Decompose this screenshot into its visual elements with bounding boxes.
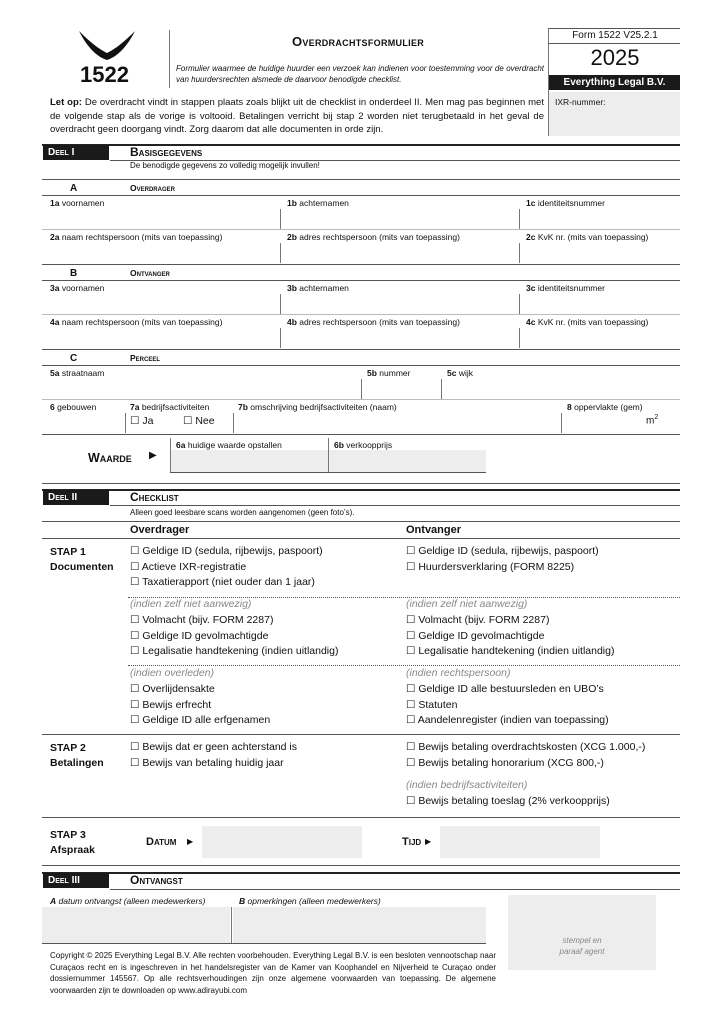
stap1-overdrager-volmacht-head: (indien zelf niet aanwezig) [130, 598, 252, 610]
checklist-item-label: Geldige ID gevolmachtigde [415, 629, 545, 642]
section-c-letter: C [70, 353, 78, 364]
field-2a-label: 2a naam rechtspersoon (mits van toepassing) [50, 232, 223, 242]
field-7b-label: 7b omschrijving bedrijfsactiviteiten (naam) [238, 402, 397, 412]
checkbox-icon[interactable]: ☐ [406, 795, 416, 807]
waarde-label: Waarde [88, 451, 132, 465]
checklist-item[interactable] [406, 644, 614, 660]
checklist-item-label: Bewijs betaling honorarium (XCG 800,-) [415, 756, 604, 769]
overdrager-rechtspersoon-adres-input[interactable] [283, 243, 519, 263]
overdrager-kvk-input[interactable] [522, 243, 678, 263]
field-5b-label: 5b nummer [367, 368, 411, 378]
notice-prefix: Let op: [50, 97, 82, 108]
ontvanger-achternamen-input[interactable] [283, 294, 519, 314]
checklist-item[interactable] [130, 560, 323, 576]
checklist-item[interactable] [130, 740, 297, 756]
field-6b-label: 6b verkoopprijs [334, 440, 393, 450]
deel2-tag: Deel II [43, 490, 109, 505]
form-number: 1522 [80, 62, 129, 87]
checklist-item-label: Bewijs dat er geen achterstand is [139, 741, 298, 753]
stap2-ontvanger-list [406, 740, 645, 771]
checklist-item[interactable] [130, 629, 338, 645]
checklist-item-label: Geldige ID (sedula, rijbewijs, paspoort) [415, 545, 599, 557]
huidige-waarde-input[interactable] [170, 450, 327, 472]
checklist-item-label: Bewijs betaling overdrachtskosten (XCG 1.000,-) [415, 741, 646, 753]
ontvanger-kvk-input[interactable] [522, 328, 678, 348]
form-description: Formulier waarmee de huidige huurder een verzoek kan indienen voor toestemming voor de overdracht van huurdersrechten alsmede de daarvoor benodigde checklist. [176, 64, 544, 84]
field-4c-label: 4c KvK nr. (mits van toepassing) [526, 317, 649, 327]
field-1a-label: 1a voornamen [50, 198, 105, 208]
checklist-item[interactable] [406, 544, 599, 560]
checklist-item[interactable] [406, 713, 609, 729]
overdrager-voornamen-input[interactable] [50, 209, 278, 229]
stamp-area [508, 895, 656, 970]
checkbox-icon[interactable]: ☐ [130, 576, 140, 588]
checkbox-icon: ☐ [130, 415, 140, 427]
checkbox-icon[interactable]: ☐ [130, 756, 140, 769]
form-version: Form 1522 V25.2.1 [572, 30, 658, 41]
datum-input[interactable] [202, 826, 362, 858]
overdrager-achternamen-input[interactable] [283, 209, 519, 229]
stap3-label: STAP 3 Afspraak [50, 829, 95, 856]
wijk-input[interactable] [444, 379, 678, 399]
checklist-item[interactable] [406, 794, 610, 810]
page-title: Overdrachtsformulier [291, 34, 425, 49]
gebouwen-input[interactable] [50, 413, 122, 433]
checkbox-icon: ☐ [183, 415, 193, 427]
checkbox-icon[interactable]: ☐ [406, 698, 416, 711]
field-2c-label: 2c KvK nr. (mits van toepassing) [526, 232, 649, 242]
arrow-right-icon: ▶ [187, 837, 194, 846]
field-a-label: A datum ontvangst (alleen medewerkers) [50, 896, 206, 906]
checklist-item[interactable] [130, 575, 323, 591]
checkbox-icon[interactable]: ☐ [130, 683, 140, 695]
checklist-item[interactable] [406, 613, 614, 629]
checkbox-icon[interactable]: ☐ [406, 629, 416, 642]
section-a-title: Overdrager [130, 183, 175, 193]
stap1-ontvanger-list [406, 544, 599, 575]
nee-checkbox[interactable]: ☐ Nee [183, 415, 215, 427]
checklist-item-label: Geldige ID (sedula, rijbewijs, paspoort) [139, 545, 323, 557]
checkbox-icon[interactable]: ☐ [130, 714, 140, 726]
stap1-overdrager-list [130, 544, 323, 591]
checkbox-icon[interactable]: ☐ [406, 614, 416, 626]
tijd-input[interactable] [440, 826, 600, 858]
deel1-tag: Deel I [43, 145, 109, 160]
stamp-label: stempel en paraaf agent [559, 936, 605, 956]
deel3-title: Ontvangst [130, 873, 183, 887]
stap1-overdrager-overleden-list [130, 682, 270, 729]
checklist-item-label: Bewijs van betaling huidig jaar [139, 756, 284, 769]
checkbox-icon[interactable]: ☐ [130, 545, 140, 557]
checklist-item[interactable] [406, 756, 645, 772]
stap1-overdrager-overleden-head: (indien overleden) [130, 667, 215, 679]
field-b-label: B opmerkingen (alleen medewerkers) [239, 896, 381, 906]
checkbox-icon[interactable]: ☐ [130, 741, 140, 753]
stap1-label: STAP 1 Documenten [50, 546, 114, 573]
stap2-overdrager-list [130, 740, 297, 771]
arrow-right-icon: ▶ [425, 837, 432, 846]
checklist-item-label: Geldige ID gevolmachtigde [139, 629, 269, 642]
ontvanger-rechtspersoon-naam-input[interactable] [50, 328, 278, 348]
checklist-item[interactable] [406, 698, 609, 714]
checklist-item[interactable] [130, 756, 297, 772]
notice-text [50, 96, 544, 137]
stap2-bedrijf-list [406, 794, 610, 810]
checklist-item-label: Taxatierapport (niet ouder dan 1 jaar) [139, 576, 315, 588]
straatnaam-input[interactable] [50, 379, 358, 399]
checklist-item-label: Volmacht (bijv. FORM 2287) [139, 614, 274, 626]
checkbox-icon[interactable]: ☐ [130, 645, 140, 657]
ontvanger-rechtspersoon-adres-input[interactable] [283, 328, 519, 348]
checklist-item[interactable] [406, 560, 599, 576]
field-3c-label: 3c identiteitsnummer [526, 283, 605, 293]
checklist-item[interactable] [406, 629, 614, 645]
logo-bird-icon [77, 27, 137, 61]
stap1-ontvanger-rechtspersoon-list [406, 682, 609, 729]
checkbox-icon[interactable]: ☐ [130, 629, 140, 642]
overdrager-id-input[interactable] [522, 209, 678, 229]
checklist-item-label: Aandelenregister (indien van toepassing) [415, 714, 609, 726]
checklist-item-label: Overlijdensakte [139, 683, 215, 695]
checklist-item[interactable] [130, 682, 270, 698]
notice-body: De overdracht vindt in stappen plaats zoals blijkt uit de checklist in onderdeel II. Men mag pas beginnen met de volgende stap als de vorige is voltooid. Betalingen verricht bij stap 2 worden niet terugbetaald in het geval de overdracht geen doorgang vindt. Zorg daarom dat alle documenten in orde zijn. [50, 97, 544, 135]
checklist-item[interactable] [130, 613, 338, 629]
deel3-tag: Deel III [43, 873, 109, 888]
checklist-item-label: Statuten [415, 698, 458, 711]
checkbox-icon[interactable]: ☐ [406, 741, 416, 753]
oppervlakte-input[interactable] [566, 413, 678, 433]
checklist-item[interactable] [130, 644, 338, 660]
checkbox-icon[interactable]: ☐ [130, 698, 140, 711]
unit-m2: $m^2$ [646, 414, 659, 427]
checklist-item-label: Bewijs betaling toeslag (2% verkoopprijs) [415, 795, 610, 807]
field-6a-label: 6a huidige waarde opstallen [176, 440, 282, 450]
field-4a-label: 4a naam rechtspersoon (mits van toepassing) [50, 317, 223, 327]
field-3a-label: 3a voornamen [50, 283, 105, 293]
section-c-title: Perceel [130, 353, 161, 363]
checkbox-icon[interactable]: ☐ [406, 756, 416, 769]
stap1-overdrager-volmacht-list [130, 613, 338, 660]
checkbox-icon[interactable]: ☐ [406, 683, 416, 695]
ixr-label: IXR-nummer: [555, 97, 606, 107]
col-overdrager-header: Overdrager [130, 524, 190, 536]
field-7a-label: 7a bedrijfsactiviteiten [130, 402, 210, 412]
field-8-label: 8 oppervlakte (gem) [567, 402, 643, 412]
section-b-letter: B [70, 268, 78, 279]
field-1c-label: 1c identiteitsnummer [526, 198, 605, 208]
checklist-item-label: Legalisatie handtekening (indien uitlandig) [415, 645, 615, 657]
checklist-item-label: Actieve IXR-registratie [139, 560, 247, 573]
stap1-ontvanger-volmacht-list [406, 613, 614, 660]
ontvanger-id-input[interactable] [522, 294, 678, 314]
field-3b-label: 3b achternamen [287, 283, 349, 293]
checkbox-icon[interactable]: ☐ [130, 614, 140, 626]
company-badge: Everything Legal B.V. [549, 75, 680, 90]
field-6-label: 6 gebouwen [50, 402, 97, 412]
checklist-item-label: Volmacht (bijv. FORM 2287) [415, 614, 550, 626]
checklist-item[interactable] [130, 698, 270, 714]
checklist-item[interactable] [406, 740, 645, 756]
field-4b-label: 4b adres rechtspersoon (mits van toepassing) [287, 317, 460, 327]
ontvanger-voornamen-input[interactable] [50, 294, 278, 314]
checklist-item-label: Geldige ID alle erfgenamen [139, 714, 271, 726]
stap2-label: STAP 2 Betalingen [50, 742, 104, 769]
checkbox-icon[interactable]: ☐ [406, 560, 416, 573]
datum-label: Datum [146, 836, 177, 848]
tijd-label: Tijd [402, 836, 422, 848]
checklist-item[interactable] [406, 682, 609, 698]
checklist-item-label: Bewijs erfrecht [139, 698, 212, 711]
ja-checkbox[interactable]: ☐ Ja [130, 415, 154, 427]
checklist-item-label: Huurdersverklaring (FORM 8225) [415, 560, 575, 573]
deel2-title: Checklist [130, 490, 179, 504]
checklist-item-label: Geldige ID alle bestuursleden en UBO’s [415, 683, 604, 695]
arrow-right-icon: ▶ [149, 450, 157, 461]
checkbox-icon[interactable]: ☐ [130, 560, 140, 573]
stap1-ontvanger-rechtspersoon-head: (indien rechtspersoon) [406, 667, 511, 679]
datum-ontvangst-input[interactable] [42, 907, 230, 943]
huisnummer-input[interactable] [364, 379, 440, 399]
col-ontvanger-header: Ontvanger [406, 524, 462, 536]
checklist-item[interactable] [130, 713, 270, 729]
field-5a-label: 5a straatnaam [50, 368, 105, 378]
field-1b-label: 1b achternamen [287, 198, 349, 208]
checkbox-icon[interactable]: ☐ [406, 714, 416, 726]
stap2-bedrijf-head: (indien bedrijfsactiviteiten) [406, 779, 528, 791]
field-2b-label: 2b adres rechtspersoon (mits van toepassing) [287, 232, 460, 242]
deel2-subtitle: Alleen goed leesbare scans worden aangenomen (geen foto’s). [130, 508, 355, 517]
checklist-item-label: Legalisatie handtekening (indien uitlandig) [139, 645, 339, 657]
deel1-title: Basisgegevens [130, 145, 203, 159]
checkbox-icon[interactable]: ☐ [406, 645, 416, 657]
field-5c-label: 5c wijk [447, 368, 473, 378]
form-year: 2025 [590, 45, 640, 70]
section-a-letter: A [70, 183, 78, 194]
opmerkingen-input[interactable] [233, 907, 486, 943]
checklist-item[interactable] [130, 544, 323, 560]
omschrijving-bedrijfsactiviteiten-input[interactable] [238, 413, 558, 433]
stap1-ontvanger-volmacht-head: (indien zelf niet aanwezig) [406, 598, 528, 610]
deel1-subtitle: De benodigde gegevens zo volledig mogelijk invullen! [130, 161, 320, 170]
footer-copyright: Copyright © 2025 Everything Legal B.V. Alle rechten voorbehouden. Everything Legal B.V. is een besloten vennootschap naar Curaçaos recht en is ingeschreven in het handelsregister van de Kamer van Koophandel en Nijverheid te Curaçao onder dossiernummer 145567. Op alle rechtsverhoudingen zijn onze algemene voorwaarden van toepassing. De algemene voorwaarden zijn te downloaden op www.adirayubi.com [50, 951, 496, 995]
section-b-title: Ontvanger [130, 268, 170, 278]
verkoopprijs-input[interactable] [330, 450, 486, 472]
overdrager-rechtspersoon-naam-input[interactable] [50, 243, 278, 263]
checkbox-icon[interactable]: ☐ [406, 545, 416, 557]
